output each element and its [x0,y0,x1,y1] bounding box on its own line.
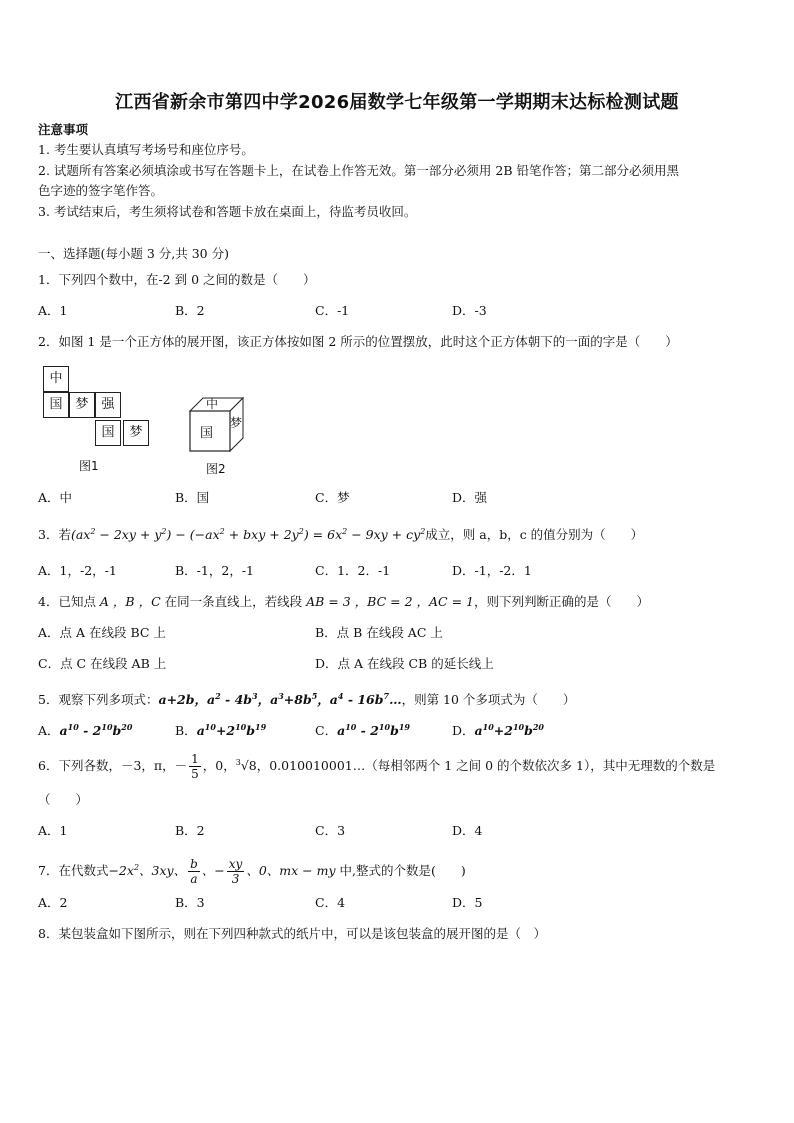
q7-suffix: 中,整式的个数是( ) [339,863,466,878]
figure-2-caption: 图2 [206,462,226,476]
q5-prefix: 5．观察下列多项式： [38,692,159,708]
q5-suffix: ，则第 10 个多项式为（ ） [401,692,576,708]
q5-option-label: A． [38,723,60,739]
net-cell: 国 [43,392,69,418]
q4-option-a[interactable]: A．点 A 在线段 BC 上 [38,625,166,640]
q3-option-c[interactable]: C．1．2．-1 [315,563,391,578]
q6-fraction: $\frac{1}{5}$ [191,752,199,781]
net-cell: 国 [95,420,121,446]
q5-option-c[interactable]: C．$a^{10} - 2^{10}b^{19}$ [315,722,410,739]
question-5-stem [38,688,575,708]
cube-top-label: 中 [206,397,219,411]
q7-prefix: 7．在代数式 [38,863,109,878]
question-6-stem [38,752,715,781]
q5-sequence: a+2b，$a^2 - 4b^3$，$a^3+8b^5$，$a^4$ - $16b^7\dots$ [158,691,402,708]
q1-option-a[interactable]: A．1 [38,303,68,318]
q2-option-c[interactable]: C．梦 [315,490,350,505]
cube-side-label: 梦 [230,416,243,430]
q1-option-d[interactable]: D．-3 [452,303,487,318]
page-title: 江西省新余市第四中学2026届数学七年级第一学期期末达标检测试题 [115,92,679,113]
q1-option-b[interactable]: B．2 [175,303,205,318]
q3-option-d[interactable]: D．-1，-2．1 [452,563,532,578]
notice-item: 色字迹的签字笔作答。 [38,183,164,198]
q6-option-b[interactable]: B．2 [175,823,205,838]
q6-continuation: （ ） [38,792,89,807]
q4-option-c[interactable]: C．点 C 在线段 AB 上 [38,656,167,671]
q6-option-d[interactable]: D．4 [452,823,483,838]
notice-heading: 注意事项 [38,122,89,137]
q4-stem-part: 在同一条直线上，若线段 [164,594,303,609]
q2-option-d[interactable]: D．强 [452,490,488,505]
question-4-stem [38,594,649,610]
cube-front-label: 国 [200,426,214,441]
question-8-stem: 8．某包装盒如下图所示，则在下列四种款式的纸片中，可以是该包装盒的展开图的是（ ） [38,926,546,941]
q6-suffix: ，0.010010001…（每相邻两个 1 之间 0 的个数依次多 1），其中无理数的个数是 [256,758,716,773]
question-7-stem [38,857,466,886]
q5-option-d[interactable]: D．$a^{10}+2^{10}b^{20}$ [452,722,544,739]
q6-middle: ，0， [202,758,236,773]
net-cell: 中 [43,366,69,392]
notice-item: 2. 试题所有答案必须填涂或书写在答题卡上，在试卷上作答无效。第一部分必须用 2B 铅笔作答；第二部分必须用黑 [38,163,679,178]
q7-option-c[interactable]: C．4 [315,895,346,910]
q7-expressions: $-2x^2$、3xy、 $\frac{b}{a}$ 、− $\frac{xy}{3}$ 、0、mx − my [108,857,340,886]
q3-prefix: 3．若 [38,527,71,543]
q4-option-d[interactable]: D．点 A 在线段 CB 的延长线上 [315,656,494,671]
q6-cube-root: $^3$√8 [235,757,257,773]
figure-1-caption: 图1 [79,459,99,473]
q5-option-a[interactable]: A．$a^{10} - 2^{10}b^{20}$ [38,722,133,739]
q3-equation: $(ax^2 - 2xy + y^2) - (-ax^2$ + bxy + $2y^2) = 6x^2 - 9xy + cy^2$ [70,527,426,543]
q3-option-b[interactable]: B．-1，2，-1 [175,563,254,578]
q6-prefix: 6．下列各数，－3，π，－ [38,758,188,773]
q2-option-a[interactable]: A．中 [38,490,73,505]
notice-item: 3. 考试结束后，考生须将试卷和答题卡放在桌面上，待监考员收回。 [38,204,417,219]
q4-segments: AB = 3 ，BC = 2 ，AC = 1 [302,594,474,609]
figure-2-cube [186,394,246,454]
question-3-stem [38,524,643,543]
q6-option-a[interactable]: A．1 [38,823,68,838]
net-cell: 梦 [69,392,95,418]
q4-stem-part: 4．已知点 [38,594,96,609]
q4-stem-part: ，则下列判断正确的是（ ） [473,594,649,609]
q5-option-label: D． [452,723,475,739]
q5-option-b[interactable]: B．$a^{10}+2^{10}b^{19}$ [175,722,267,739]
net-cell: 强 [95,392,121,418]
question-2-stem: 2．如图 1 是一个正方体的展开图，该正方体按如图 2 所示的位置摆放，此时这个正方体朝下的一面的字是（ ） [38,334,678,349]
q5-option-label: B． [175,723,197,739]
q7-option-a[interactable]: A．2 [38,895,68,910]
q7-option-b[interactable]: B．3 [175,895,205,910]
q3-suffix: 成立，则 a，b，c 的值分别为（ ） [425,527,644,543]
net-cell: 梦 [123,420,149,446]
q4-points: A ，B ，C [95,594,165,609]
q3-option-a[interactable]: A．1，-2，-1 [38,563,117,578]
question-1-stem: 1．下列四个数中，在-2 到 0 之间的数是（ ） [38,272,316,287]
q5-option-label: C． [315,723,338,739]
q7-option-d[interactable]: D．5 [452,895,483,910]
q1-option-c[interactable]: C．-1 [315,303,350,318]
q6-option-c[interactable]: C．3 [315,823,346,838]
notice-item: 1. 考生要认真填写考场号和座位序号。 [38,142,254,157]
q2-option-b[interactable]: B．国 [175,490,210,505]
section-heading: 一、选择题(每小题 3 分,共 30 分) [38,246,229,261]
q4-option-b[interactable]: B．点 B 在线段 AC 上 [315,625,443,640]
